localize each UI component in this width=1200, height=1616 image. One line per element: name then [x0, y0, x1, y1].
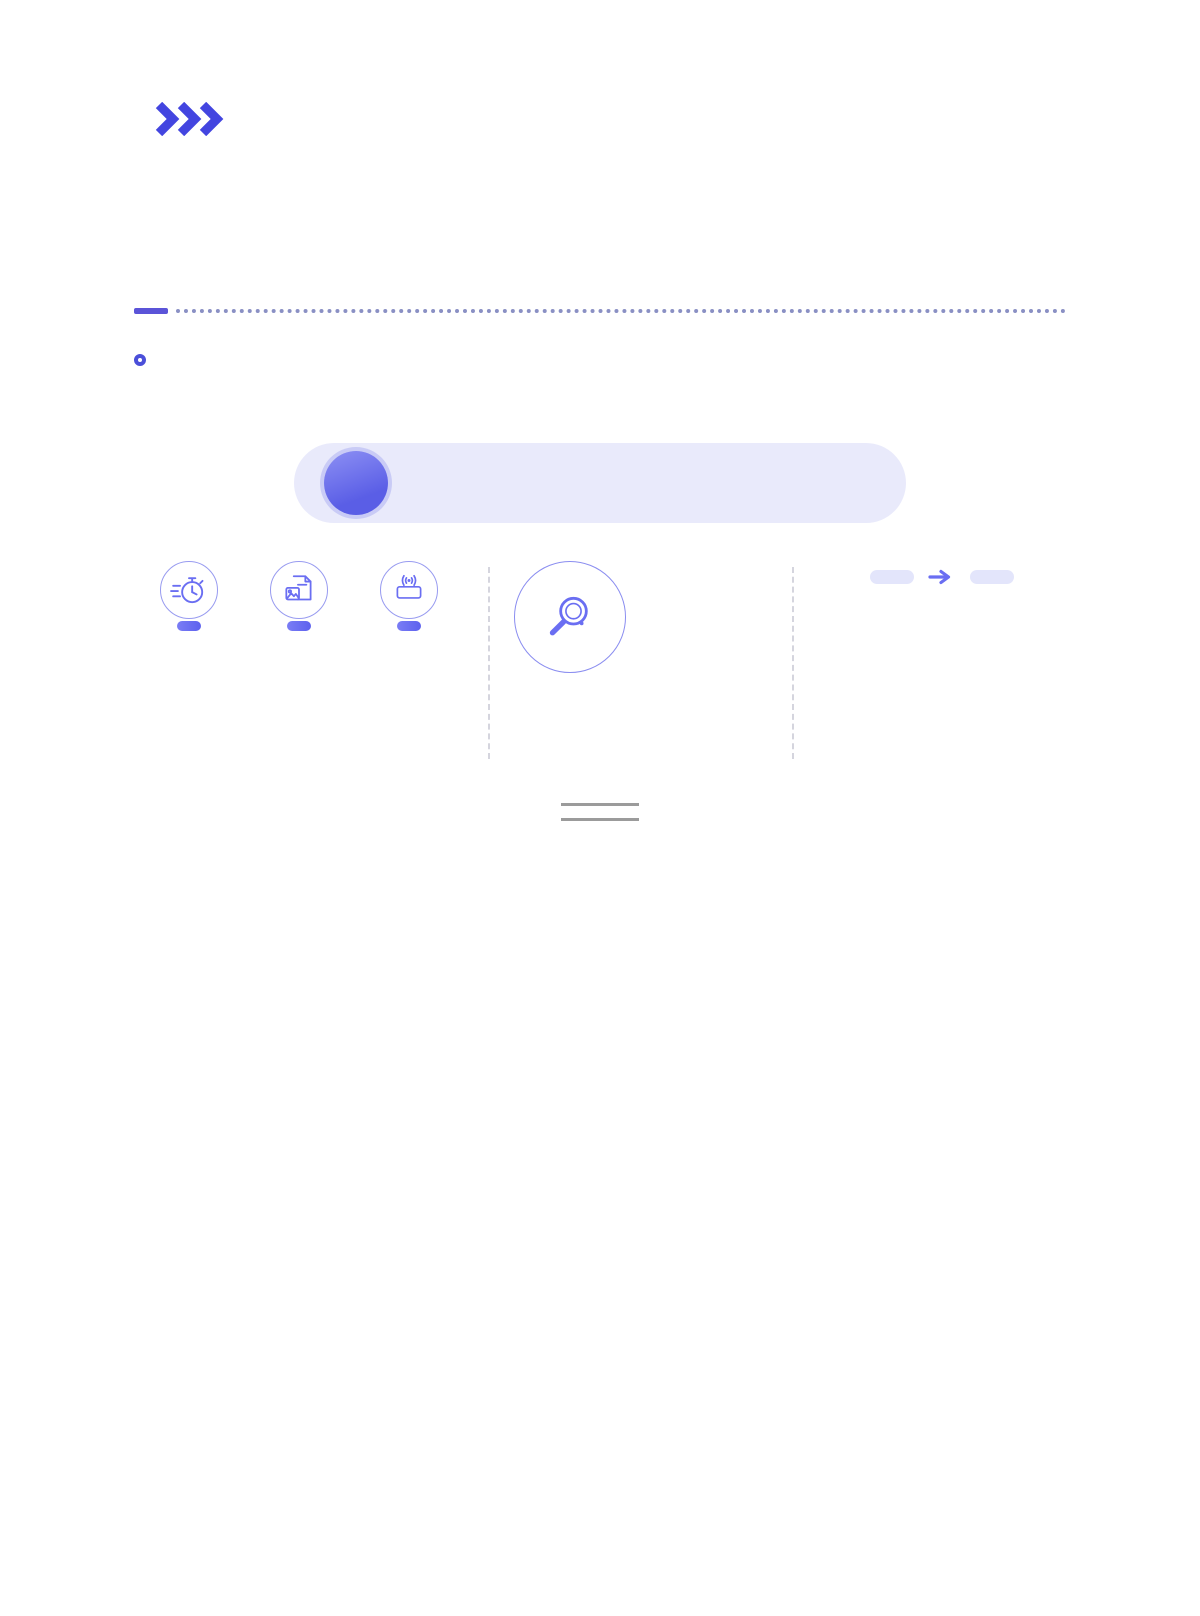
ring-bullet-icon	[134, 354, 146, 366]
legend-item	[442, 386, 471, 405]
magnifier-icon	[542, 589, 598, 645]
footer-line	[561, 803, 639, 806]
hexagon-marker-icon	[162, 386, 183, 405]
stat-item-imagetext	[244, 561, 354, 653]
legend-item	[218, 386, 247, 405]
hexagon-marker-icon	[386, 386, 407, 405]
cmo-callout	[294, 443, 906, 523]
stat-pill-label	[287, 621, 311, 631]
legend-item	[386, 386, 415, 405]
vertical-divider	[792, 567, 794, 759]
image-doc-icon	[280, 571, 318, 609]
legend-item	[330, 386, 359, 405]
divider-dash	[134, 308, 168, 314]
stat-item-live	[354, 561, 464, 653]
hexagon-marker-icon	[218, 386, 239, 405]
stat-pill-label	[177, 621, 201, 631]
stats-row	[134, 561, 1066, 769]
stat-item-midvideo	[134, 561, 244, 653]
hexagon-marker-icon	[330, 386, 351, 405]
stat-pill-label	[397, 621, 421, 631]
page-title	[134, 72, 228, 136]
divider-dots	[176, 309, 1066, 313]
arrow-right-icon	[928, 569, 956, 585]
search-stat-text	[652, 613, 655, 621]
search-to-leads	[870, 569, 1014, 585]
live-icon	[390, 571, 428, 609]
stat-group-search	[514, 561, 768, 769]
chart-legend	[134, 386, 1066, 405]
triple-chevron-icon	[154, 102, 228, 136]
title-divider	[134, 308, 1066, 314]
hexagon-marker-icon	[442, 386, 463, 405]
stat-group-leads	[818, 561, 1066, 769]
icon-circle	[160, 561, 218, 619]
speed-timer-icon	[170, 571, 208, 609]
search-pill	[870, 570, 914, 584]
vertical-divider	[488, 567, 490, 759]
page-footer	[134, 803, 1066, 821]
search-circle	[514, 561, 626, 673]
chart-heading	[134, 354, 1066, 366]
icon-circle	[380, 561, 438, 619]
hexagon-marker-icon	[274, 386, 295, 405]
footer-line	[561, 818, 639, 821]
page-title-line2	[134, 102, 228, 136]
percent-badge	[324, 451, 388, 515]
chapter-number-art	[762, 76, 1054, 282]
legend-item	[162, 386, 191, 405]
icon-circle	[270, 561, 328, 619]
hero-section	[134, 0, 1066, 282]
legend-item	[274, 386, 303, 405]
stat-group-engine	[134, 561, 464, 769]
leads-pill	[970, 570, 1014, 584]
